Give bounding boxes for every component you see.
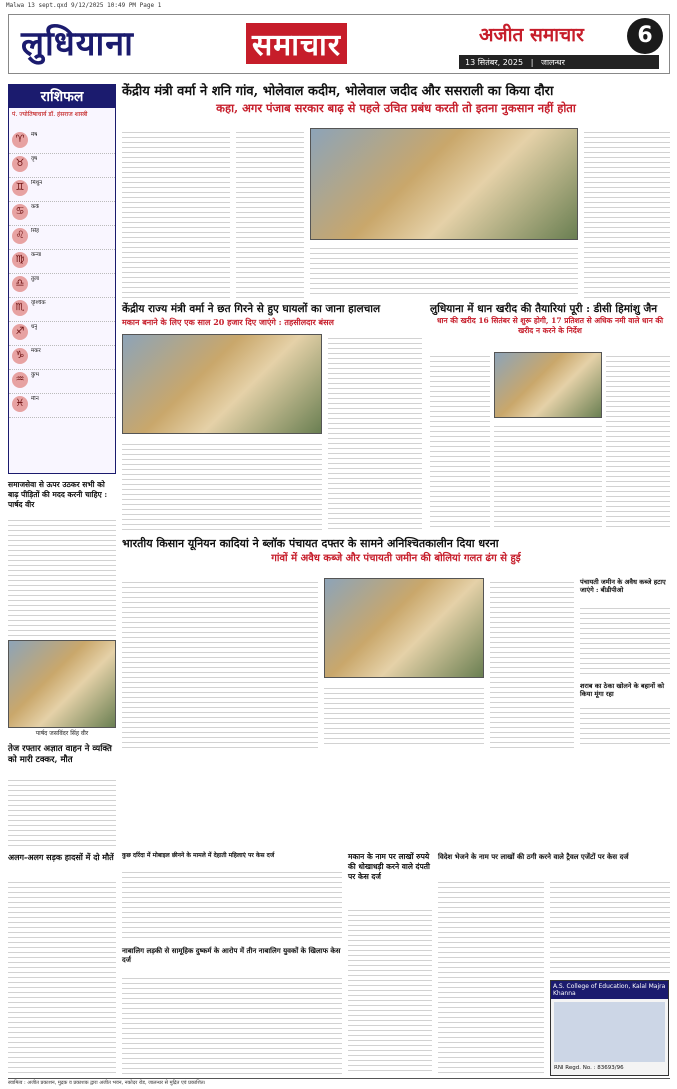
story12-header <box>580 578 670 602</box>
rashifal-sign <box>9 322 115 346</box>
story10-text <box>348 906 432 1074</box>
zodiac-icon: ♋ <box>12 204 28 220</box>
story7-text <box>8 878 116 1074</box>
story10-headline: मकान के नाम पर लाखों रुपये की धोखाधड़ी करने वाले दंपती पर केस दर्ज <box>348 852 430 881</box>
zodiac-name: मकर <box>31 348 41 354</box>
story11-text-b <box>550 878 670 976</box>
story1-text-b <box>236 128 304 298</box>
story1-text-c <box>310 244 578 298</box>
zodiac-icon: ♉ <box>12 156 28 172</box>
story5-photo <box>324 578 484 678</box>
rashifal-sign <box>9 154 115 178</box>
rashifal-sign <box>9 250 115 274</box>
story2-text-b <box>122 440 322 530</box>
story9-text <box>122 974 342 1074</box>
dateline: 13 सितंबर, 2025 | जालन्धर <box>459 55 659 69</box>
story5-text-c <box>490 578 574 748</box>
zodiac-icon: ♍ <box>12 252 28 268</box>
story9-headline: नाबालिग लड़की से सामूहिक दुष्कर्म के आरोप में तीन नाबालिग युवकों के खिलाफ केस दर्ज <box>122 946 341 964</box>
zodiac-icon: ♓ <box>12 396 28 412</box>
ad-image <box>554 1002 665 1062</box>
issue-place: जालन्धर <box>541 58 565 67</box>
story4-caption: पार्षद जसविंदर सिंह वीर <box>35 730 89 737</box>
zodiac-name: मिथुन <box>31 180 43 186</box>
rashifal-sign <box>9 394 115 418</box>
story1-header <box>122 84 670 124</box>
story1-text-a <box>122 128 230 298</box>
story7-header <box>8 852 116 876</box>
story12-text <box>580 604 670 678</box>
rashifal-sign <box>9 346 115 370</box>
page-number: 6 <box>627 18 663 54</box>
story3-text-a <box>430 352 490 530</box>
story5-subhead: गांवों में अवैध कब्जे और पंचायती जमीन की बोलियां गलत ढंग से हुई <box>271 553 521 564</box>
story4-text-a <box>8 516 116 636</box>
issue-date: 13 सितंबर, 2025 <box>465 58 524 67</box>
zodiac-name: कुंभ <box>31 372 40 378</box>
story5-text-b <box>324 684 484 748</box>
zodiac-name: मीन <box>31 396 39 402</box>
zodiac-name: सिंह <box>31 228 40 234</box>
story1-photo <box>310 128 578 240</box>
rashifal-title: राशिफल <box>9 85 115 108</box>
section-name: समाचार <box>246 23 347 64</box>
zodiac-icon: ♊ <box>12 180 28 196</box>
story5-headline: भारतीय किसान यूनियन कादियां ने ब्लॉक पंचायत दफ्तर के सामने अनिश्चितकालीन दिया धरना <box>122 537 499 550</box>
zodiac-name: वृश्चिक <box>31 300 46 306</box>
story4-headline: समाजसेवा से ऊपर उठकर सभी को बाढ़ पीड़ितों की मदद करनी चाहिए : पार्षद वीर <box>8 480 108 509</box>
story1-headline: केंद्रीय मंत्री वर्मा ने शनि गांव, भोलेवाल कदीम, भोलेवाल जदीद और ससराली का किया दौरा <box>122 84 554 99</box>
masthead <box>8 14 670 74</box>
story2-photo <box>122 334 322 434</box>
page-title <box>21 19 351 64</box>
story5-header <box>122 536 670 574</box>
brand-logo: अजीत समाचार <box>479 24 584 46</box>
story7-headline: अलग-अलग सड़क हादसों में दो मौतें <box>8 852 114 862</box>
zodiac-name: तुला <box>31 276 40 282</box>
zodiac-icon: ♏ <box>12 300 28 316</box>
story13-header <box>580 682 670 702</box>
zodiac-icon: ♐ <box>12 324 28 340</box>
story6-text <box>8 776 116 848</box>
advertisement <box>550 980 669 1076</box>
story4-header <box>8 480 116 514</box>
rashifal-box <box>8 84 116 474</box>
zodiac-name: वृष <box>31 156 38 162</box>
story2-text-a <box>328 334 422 530</box>
story5-text-a <box>122 578 318 748</box>
story11-header <box>438 852 670 876</box>
ad-title: A.S. College of Education, Kalal Majra Khanna <box>551 981 668 999</box>
story6-headline: तेज रफ्तार अज्ञात वाहन ने व्यक्ति को मारी टक्कर, मौत <box>8 744 112 765</box>
story8-headline: कुछ दरिंदा में मोबाइल छीनने के मामले में देहाती महिलाएं पर केस दर्ज <box>122 852 275 859</box>
story2-header <box>122 302 422 332</box>
story3-header <box>430 302 670 348</box>
story3-text-b <box>494 422 602 530</box>
story2-subhead: मकान बनाने के लिए एक साल 20 हजार दिए जाएंगे : तहसीलदार बंसल <box>122 317 334 327</box>
rashifal-sign <box>9 178 115 202</box>
zodiac-name: कन्या <box>31 252 42 258</box>
imprint-footer: स्वामित्व : अजीत प्रकाशन, मुद्रक व प्रकाशक द्वारा अजीत भवन, नकोदर रोड, जालन्धर से मुद्रित एवं प्रकाशित। <box>8 1078 670 1088</box>
zodiac-icon: ♒ <box>12 372 28 388</box>
rashifal-sign <box>9 226 115 250</box>
zodiac-name: धनु <box>31 324 38 330</box>
story3-photo <box>494 352 602 418</box>
rashifal-sign <box>9 274 115 298</box>
zodiac-icon: ♎ <box>12 276 28 292</box>
rashifal-sign <box>9 202 115 226</box>
zodiac-icon: ♈ <box>12 132 28 148</box>
story8-header <box>122 852 342 866</box>
rashifal-note: पं. ज्योतिषाचार्य डॉ. हंसराज शास्त्री <box>12 111 88 118</box>
story3-subhead: धान की खरीद 16 सितंबर से शुरू होगी, 17 प्रतिशत से अधिक नमी वाले धान की खरीद न करने के निर्देश <box>436 316 664 335</box>
story10-header <box>348 852 432 904</box>
story1-text-d <box>584 128 670 298</box>
city-name: लुधियाना <box>21 24 134 64</box>
ad-reg: RNI Regd. No. : 83693/96 <box>554 1065 624 1071</box>
story3-headline: लुधियाना में धान खरीद की तैयारियां पूरी : डीसी हिमांशु जैन <box>430 303 658 315</box>
rashifal-sign <box>9 370 115 394</box>
story2-headline: केंद्रीय राज्य मंत्री वर्मा ने छत गिरने से हुए घायलों का जाना हालचाल <box>122 303 381 315</box>
zodiac-icon: ♑ <box>12 348 28 364</box>
story8-text <box>122 868 342 942</box>
rashifal-sign <box>9 298 115 322</box>
story1-subhead: कहा, अगर पंजाब सरकार बाढ़ से पहले उचित प्रबंध करती तो इतना नुकसान नहीं होता <box>216 101 576 115</box>
story13-text <box>580 704 670 748</box>
zodiac-name: कर्क <box>31 204 40 210</box>
story4-photo <box>8 640 116 728</box>
story13-headline: शराब का ठेका खोलने के बहानों को किया मूंगा रहा <box>580 682 664 698</box>
story6-header <box>8 744 116 774</box>
zodiac-icon: ♌ <box>12 228 28 244</box>
zodiac-name: मेष <box>31 132 38 138</box>
print-slug: Malwa 13 sept.qxd 9/12/2025 10:49 PM Page 1 <box>6 2 162 9</box>
story11-headline: विदेश भेजने के नाम पर लाखों की ठगी करने वाले ट्रैवल एजेंटों पर केस दर्ज <box>438 852 629 861</box>
story11-text-a <box>438 878 544 1074</box>
story12-headline: पंचायती जमीन के अवैध कब्जे हटाए जाएंगे : बीडीपीओ <box>580 578 666 594</box>
rashifal-list <box>9 130 115 418</box>
rashifal-sign <box>9 130 115 154</box>
story3-text-c <box>606 352 670 530</box>
story9-header <box>122 946 342 972</box>
